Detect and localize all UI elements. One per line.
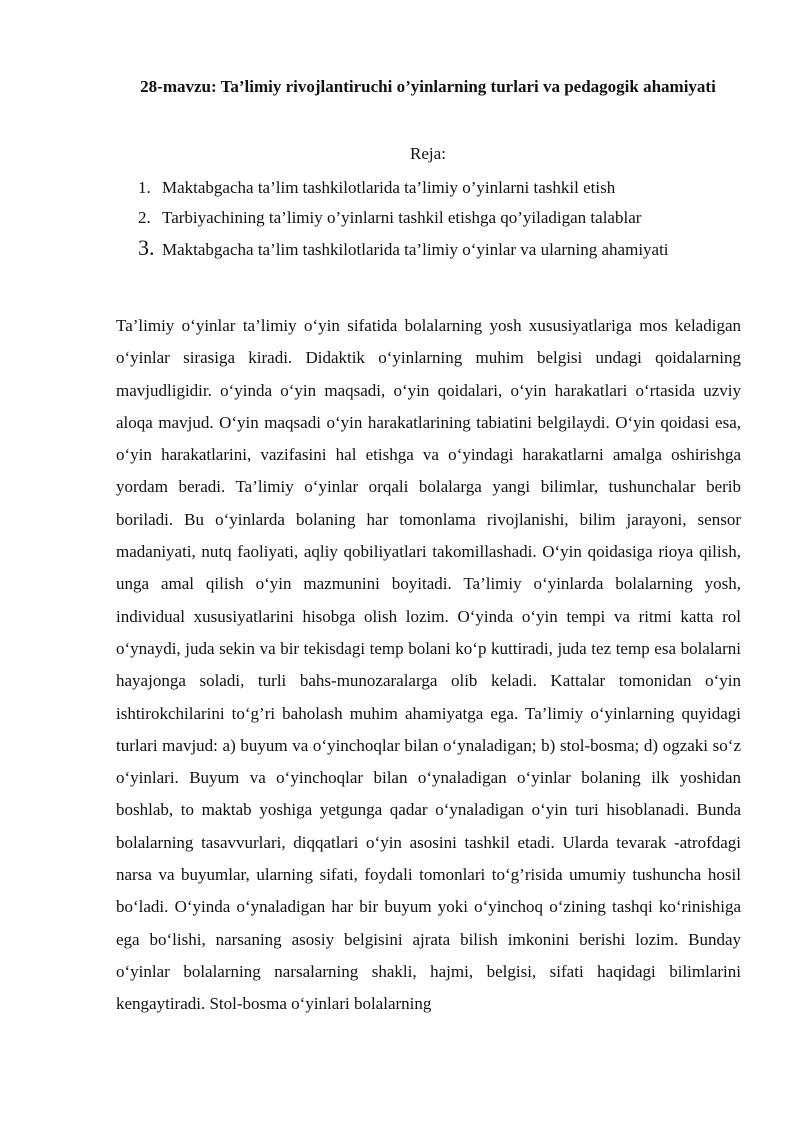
plan-item-text: Maktabgacha ta’lim tashkilotlarida ta’limiy o’yinlarni tashkil etish (162, 178, 616, 197)
plan-item (138, 233, 758, 263)
plan-list (138, 173, 758, 263)
plan-heading: Reja: (410, 144, 446, 163)
body-paragraph: Ta’limiy o‘yinlar ta’limiy o‘yin sifatida bolalarning yosh xususiyatlariga mos keladigan o‘yinlar sirasiga kiradi. Didaktik o‘yinlarning muhim belgisi undagi qoidalarning mavjudligidir. o‘yinda o‘yin maqsadi, o‘yin qoidalari, o‘yin harakatlari o‘rtasida uzviy aloqa mavjud. O‘yin maqsadi o‘yin harakatlarining tabiatini belgilaydi. O‘yin qoidasi esa, o‘yin harakatlarini, vazifasini hal etishga va o‘yindagi harakatlarni amalga oshirishga yordam beradi. Ta’limiy o‘yinlar orqali bolalarga yangi bilimlar, tushunchalar berib boriladi. Bu o‘yinlarda bolaning har tomonlama rivojlanishi, bilim jarayoni, sensor madaniyati, nutq faoliyati, aqliy qobiliyatlari takomillashadi. O‘yin qoidasiga rioya qilish, unga amal qilish o‘yin mazmunini boyitadi. Ta’limiy o‘yinlarda bolalarning yosh, individual xususiyatlarini hisobga olish lozim. O‘yinda o‘yin tempi va ritmi katta rol o‘ynaydi, juda sekin va bir tekisdagi temp bolani ko‘p kuttiradi, juda tez temp esa bolalarni hayajonga soladi, turli bahs-munozaralarga olib keladi. Kattalar tomonidan o‘yin ishtirokchilarini to‘g’ri baholash muhim ahamiyatga ega. Ta’limiy o‘yinlarning quyidagi turlari mavjud: a) buyum va o‘yinchoqlar bilan o‘ynaladigan; b) stol-bosma; d) ogzaki so‘z o‘yinlari. Buyum va o‘yinchoqlar bilan o‘ynaladigan o‘yinlar bolaning ilk yoshidan boshlab, to maktab yoshiga yetgunga qadar o‘ynaladigan o‘yin turi hisoblanadi. Bunda bolalarning tasavvurlari, diqqatlari o‘yin asosini tashkil etadi. Ularda tevarak -atrofdagi narsa va buyumlar, ularning sifati, foydali tomonlari to‘g’risida umumiy tushuncha hosil bo‘ladi. O‘yinda o‘ynaladigan har bir buyum yoki o‘yinchoq o‘zining tashqi ko‘rinishiga ega bo‘lishi, narsaning asosiy belgisini ajrata bilish imkonini berishi lozim. Bunday o‘yinlar bolalarning narsalarning shakli, hajmi, belgisi, sifati haqidagi bilimlarini kengaytiradi. Stol-bosma o‘yinlari bolalarning (116, 316, 741, 1014)
plan-item-number: 2. (138, 208, 151, 227)
plan-item-text: Maktabgacha ta’lim tashkilotlarida ta’limiy o‘yinlar va ularning ahamiyati (162, 240, 669, 259)
plan-item-number: 1. (138, 178, 151, 197)
plan-item-number: 3. (138, 235, 155, 260)
plan-item-text: Tarbiyachining ta’limiy o’yinlarni tashkil etishga qo’yiladigan talablar (162, 208, 642, 227)
document-title: 28-mavzu: Ta’limiy rivojlantiruchi o’yinlarning turlari va pedagogik ahamiyati (140, 77, 716, 96)
plan-item (138, 203, 758, 233)
plan-item (138, 173, 758, 203)
